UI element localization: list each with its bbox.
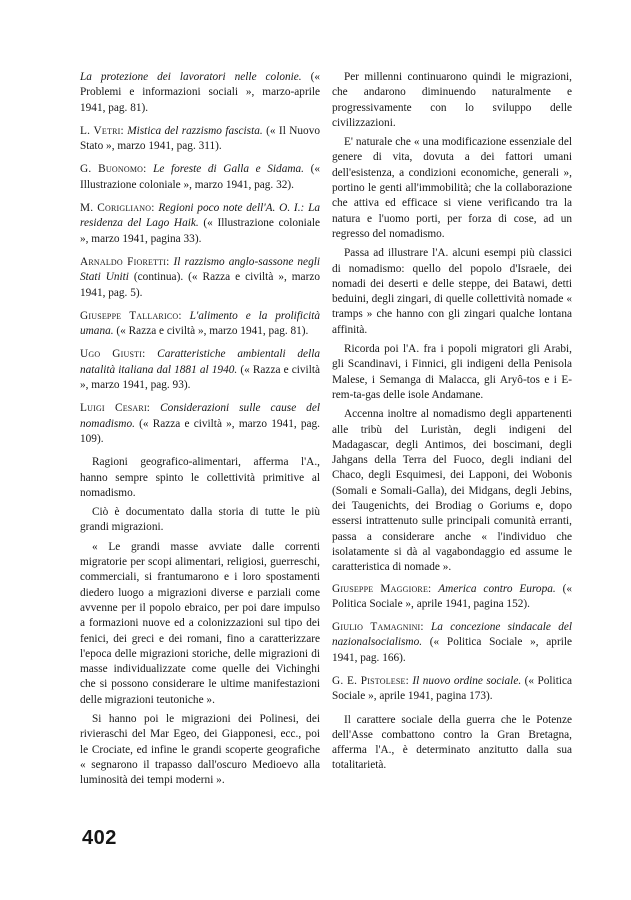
body-paragraph: « Le grandi masse avviate dalle correnti migratorie per scopi alimentari, religiosi, guerreschi, commerciali, si frantumarono e i loro spostamenti diedero luogo a migrazioni diverse e parziali come avvenne per il popolo ebraico, per poi dare impulso a formazioni nuove ed a colonizzazioni sul tipo dei fenici, dei greci e dei romani, fino a caratterizzare l'epoca delle migrazioni storiche, delle migrazioni di masse individualizzate come quelle dei Vichinghi che si possono considerare le ultime manifestazioni delle migrazioni teutoniche ». [80, 540, 320, 706]
entry-author: Giuseppe Tallarico: [80, 309, 182, 322]
bibliography-entry [332, 620, 572, 666]
entry-source: (« Il Nuovo Stato », marzo 1941, pag. 311). [80, 124, 321, 153]
body-paragraph: Ciò è documentato dalla storia di tutte le più grandi migrazioni. [80, 506, 320, 534]
left-column [80, 70, 320, 792]
entry-title: America contro Europa. [438, 582, 556, 595]
entry-title: Mistica del razzismo fascista. [127, 124, 263, 137]
bibliography-entry [80, 201, 320, 247]
body-paragraph: Accenna inoltre al nomadismo degli appartenenti alle tribù del Luristàn, degli indigeni del Madagascar, degli Antimos, dei boscimani, degli Jahgans della Terra del Fuoco, degli indiani del Chaco, degli Esquimesi, dei Lapponi, dei Wobonis (Somali e Somali-Galla), dei Midgans, degli Jebins, dei Taugenichts, dei Brodiag o Goriums e, dopo essersi intrattenuto sulle principali comunità erranti, passa a considerare anche « l'individuo che isolatamente si dà al vagabondaggio ed assume le caratteristica di nomade ». [332, 408, 572, 574]
entry-source: (« Politica Sociale », aprile 1941, pag. 166). [332, 636, 572, 664]
entry-source: (« Politica Sociale », aprile 1941, pagina 173). [332, 674, 572, 703]
entry-title: L'alimento e la prolificità umana. [80, 309, 321, 338]
bibliography-entry [80, 70, 320, 116]
body-paragraph: Ricorda poi l'A. fra i popoli migratori gli Arabi, gli Scandinavi, i Finnici, gli indigeni della Penisola Malese, i Semanga di Malacca, gli Aryô-tos e i E-rem-ta-gas delle isole Andamane. [332, 343, 572, 401]
entry-source: (« Razza e civiltà », marzo 1941, pag. 81). [116, 325, 309, 338]
right-column [332, 70, 572, 778]
body-paragraph: Passa ad illustrare l'A. alcuni esempi più classici di nomadismo: quello del popolo d'Israele, dei nomadi dei deserti e delle steppe, dei Batawi, detti beduini, degli zingari, di quelle collettività nomade « tramps » che hanno con gli zingari qualche lontana affinità. [332, 247, 572, 336]
entry-author: G. Buonomo: [80, 163, 147, 176]
entry-author: Arnaldo Fioretti: [80, 255, 170, 268]
entry-source: (« Razza e civiltà », marzo 1941, pag. 109). [80, 417, 320, 445]
bibliography-entry [332, 582, 572, 613]
bibliography-entry [80, 255, 320, 301]
body-paragraph: Si hanno poi le migrazioni dei Polinesi, dei rivieraschi del Mar Egeo, dei Giapponesi, ecc., poi le Crociate, ed infine le grandi scoperte geografiche « segnarono il trapasso dall'oscuro Medioevo alla luminosità dei tempi moderni ». [80, 712, 320, 787]
bibliography-entry [80, 309, 320, 340]
entry-title: Considerazioni sulle cause del nomadismo. [80, 402, 320, 430]
entry-source: (« Illustrazione coloniale », marzo 1941, pag. 32). [80, 163, 320, 191]
entry-author: Giulio Tamagnini: [332, 621, 424, 634]
entry-title: Le foreste di Galla e Sidama. [153, 163, 304, 176]
bibliography-entry [80, 162, 320, 193]
body-paragraph: Ragioni geografico-alimentari, afferma l'A., hanno sempre spinto le collettività primitive al nomadismo. [80, 456, 320, 499]
page-number: 402 [82, 827, 117, 849]
entry-author: Giuseppe Maggiore: [332, 582, 432, 595]
entry-title: Caratteristiche ambientali della natalità italiana dal 1881 al 1940. [80, 348, 320, 376]
bibliography-entry [80, 347, 320, 393]
entry-source: (continua). (« Razza e civiltà », marzo 1941, pag. 5). [80, 271, 320, 299]
entry-source: (« Razza e civiltà », marzo 1941, pag. 93). [80, 363, 320, 392]
entry-author: Luigi Cesari: [80, 402, 151, 415]
entry-author: L. Vetri: [80, 124, 124, 137]
body-paragraph: Per millenni continuarono quindi le migrazioni, che andarono diminuendo naturalmente e progressivamente con lo sviluppo delle civilizzazioni. [332, 71, 572, 129]
entry-title: Il razzismo anglo-sassone negli Stati Uniti [80, 255, 320, 284]
bibliography-entry [332, 674, 572, 705]
bibliography-entry [80, 124, 320, 155]
entry-source: (« Politica Sociale », aprile 1941, pagina 152). [332, 582, 573, 610]
entry-author: G. E. Pistolese: [332, 674, 409, 687]
closing-paragraph: Il carattere sociale della guerra che le Potenze dell'Asse combattono contro la Gran Bretagna, afferma l'A., è determinato anzitutto dalla sua totalitarietà. [332, 713, 572, 772]
bibliography-entry [80, 401, 320, 447]
entry-author: Ugo Giusti: [80, 348, 146, 361]
entry-title: Regioni poco note dell'A. O. I.: La residenza del Lago Haik. [80, 202, 320, 230]
entry-title: La concezione sindacale del nazionalsocialismo. [332, 621, 572, 649]
entry-title: La protezione dei lavoratori nelle colonie. [80, 71, 302, 83]
entry-title: Il nuovo ordine sociale. [412, 674, 522, 687]
entry-author: M. Corigliano: [80, 202, 155, 215]
entry-source: (« Illustrazione coloniale », marzo 1941, pagina 33). [80, 217, 320, 245]
entry-source: (« Problemi e informazioni sociali », marzo-aprile 1941, pag. 81). [80, 71, 320, 114]
body-paragraph: E' naturale che « una modificazione essenziale del genere di vita, dovuta a dei fattori umani dell'esistenza, a condizioni economiche, generali », portino le genti all'immobilità; che la collaborazione che attiva ed efficace si viene verificando tra la natura e l'uomo porti, per forza di cose, ad un regresso del nomadismo. [332, 136, 572, 240]
